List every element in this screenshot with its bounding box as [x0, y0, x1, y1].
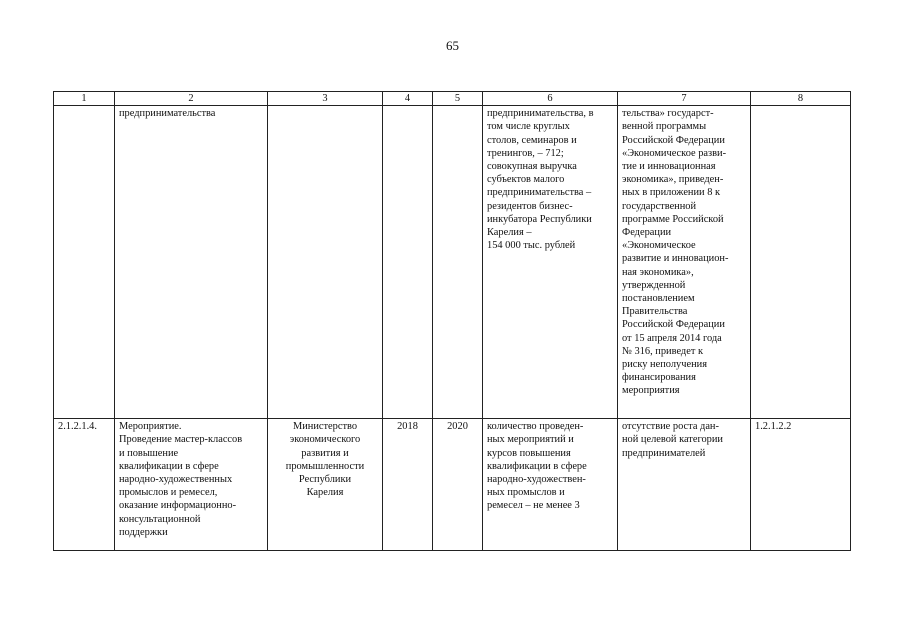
consequences-cell: отсутствие роста дан- ной целевой категории предпринимателей: [618, 419, 751, 551]
activity-name-cell: Мероприятие. Проведение мастер-классов и повышение квалификации в сфере народно-художественных промыслов и ремесел, оказание информационно- консультационной поддержки: [115, 419, 268, 551]
linked-indicator-cell: [751, 106, 851, 419]
expected-result-cell: количество проведен- ных мероприятий и курсов повышения квалификации в сфере народно-художествен- ных промыслов и ремесел – не менее 3: [483, 419, 618, 551]
table-row: [54, 419, 851, 551]
column-header-1: 1: [54, 92, 115, 106]
expected-result-cell: предпринимательства, в том числе круглых столов, семинаров и тренингов, – 712; совокупная выручка субъектов малого предпринимательства – резидентов бизнес- инкубатора Республики Карелия – 154 000 тыс. рублей: [483, 106, 618, 419]
end-year-cell: [433, 106, 483, 419]
responsible-executor-cell: Министерство экономического развития и промышленности Республики Карелия: [268, 419, 383, 551]
row-number-cell: 2.1.2.1.4.: [54, 419, 115, 551]
start-year-cell: [383, 106, 433, 419]
column-header-2: 2: [115, 92, 268, 106]
page-number: 65: [446, 38, 459, 53]
row-number-cell: [54, 106, 115, 419]
consequences-cell: тельства» государст- венной программы Российской Федерации «Экономическое разви- тие и инновационная экономика», приведен- ных в приложении 8 к государственной программе Российской Федерации «Экономическое развитие и инновацион- ная экономика», утвержденной постановлением Правительства Российской Федерации от 15 апреля 2014 года № 316, приведет к риску неполучения финансирования мероприятия: [618, 106, 751, 419]
activity-name-cell: предпринимательства: [115, 106, 268, 419]
column-header-6: 6: [483, 92, 618, 106]
responsible-executor-cell: [268, 106, 383, 419]
column-header-8: 8: [751, 92, 851, 106]
linked-indicator-cell: 1.2.1.2.2: [751, 419, 851, 551]
column-header-5: 5: [433, 92, 483, 106]
end-year-cell: 2020: [433, 419, 483, 551]
program-table: [53, 91, 851, 551]
table-header-row: [54, 92, 851, 106]
table-row: [54, 106, 851, 419]
column-header-4: 4: [383, 92, 433, 106]
column-header-3: 3: [268, 92, 383, 106]
start-year-cell: 2018: [383, 419, 433, 551]
column-header-7: 7: [618, 92, 751, 106]
